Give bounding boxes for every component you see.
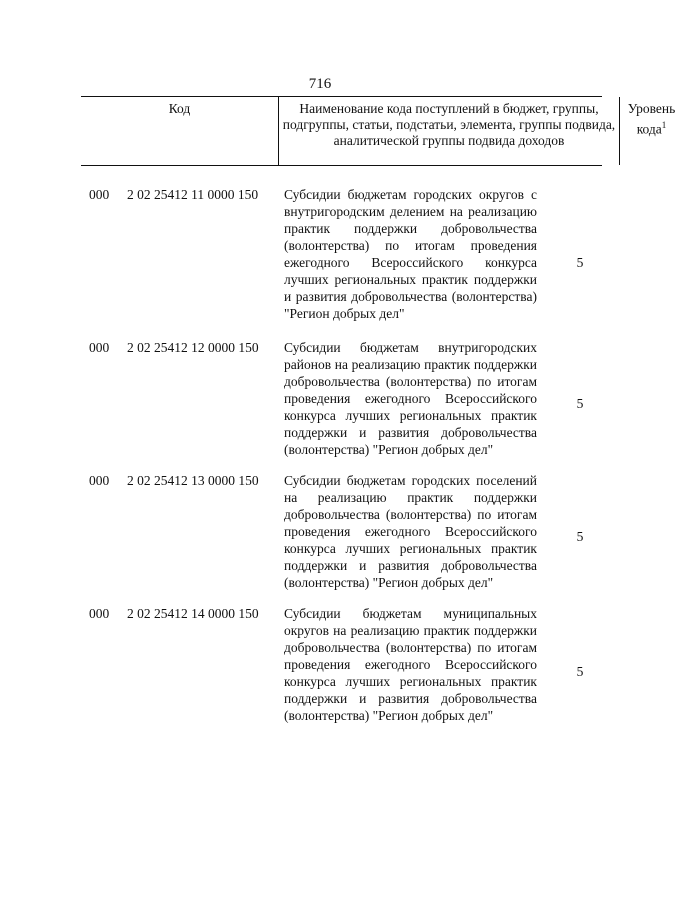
header-level-label: Уровень кода — [627, 101, 676, 137]
row-admin-code: 000 — [89, 473, 110, 488]
table-header — [81, 96, 676, 166]
row-description: Субсидии бюджетам городских поселений на реализацию практик поддержки добровольчества (волонтерства) по итогам проведения ежегодного Всероссийского конкурса лучших региональных практик поддержки и развития добровольчества (волонтерства) "Регион добрых дел" — [284, 473, 537, 590]
header-code: Код — [168, 101, 191, 116]
row-level: 5 — [576, 664, 584, 679]
row-code: 2 02 25412 14 0000 150 — [127, 606, 259, 621]
header-level — [620, 97, 683, 165]
header-name: Наименование кода поступлений в бюджет, группы, подгруппы, статьи, подстатьи, элемента, группы подвида, аналитической группы подвида доходов — [278, 97, 620, 165]
row-description: Субсидии бюджетам внутригородских районов на реализацию практик поддержки добровольчества (волонтерства) по итогам проведения ежегодного Всероссийского конкурса лучших региональных практик поддержки и развития добровольчества (волонтерства) "Регион добрых дел" — [284, 340, 537, 457]
row-code: 2 02 25412 12 0000 150 — [127, 340, 259, 355]
header-level-footnote: 1 — [661, 120, 667, 130]
row-description: Субсидии бюджетам городских округов с внутригородским делением на реализацию практик поддержки добровольчества (волонтерства) по итогам проведения ежегодного Всероссийского конкурса лучших региональных практик поддержки и развития добровольчества (волонтерства) "Регион добрых дел" — [284, 187, 537, 321]
row-code: 2 02 25412 11 0000 150 — [127, 187, 259, 202]
page-number: 716 — [308, 76, 332, 92]
row-code: 2 02 25412 13 0000 150 — [127, 473, 259, 488]
row-description: Субсидии бюджетам муниципальных округов на реализацию практик поддержки добровольчества (волонтерства) по итогам проведения ежегодного Всероссийского конкурса лучших региональных практик поддержки и развития добровольчества (волонтерства) "Регион добрых дел" — [284, 606, 537, 723]
row-admin-code: 000 — [89, 187, 110, 202]
row-level: 5 — [576, 396, 584, 411]
row-admin-code: 000 — [89, 340, 110, 355]
row-level: 5 — [576, 529, 584, 544]
row-level: 5 — [576, 255, 584, 270]
row-admin-code: 000 — [89, 606, 110, 621]
